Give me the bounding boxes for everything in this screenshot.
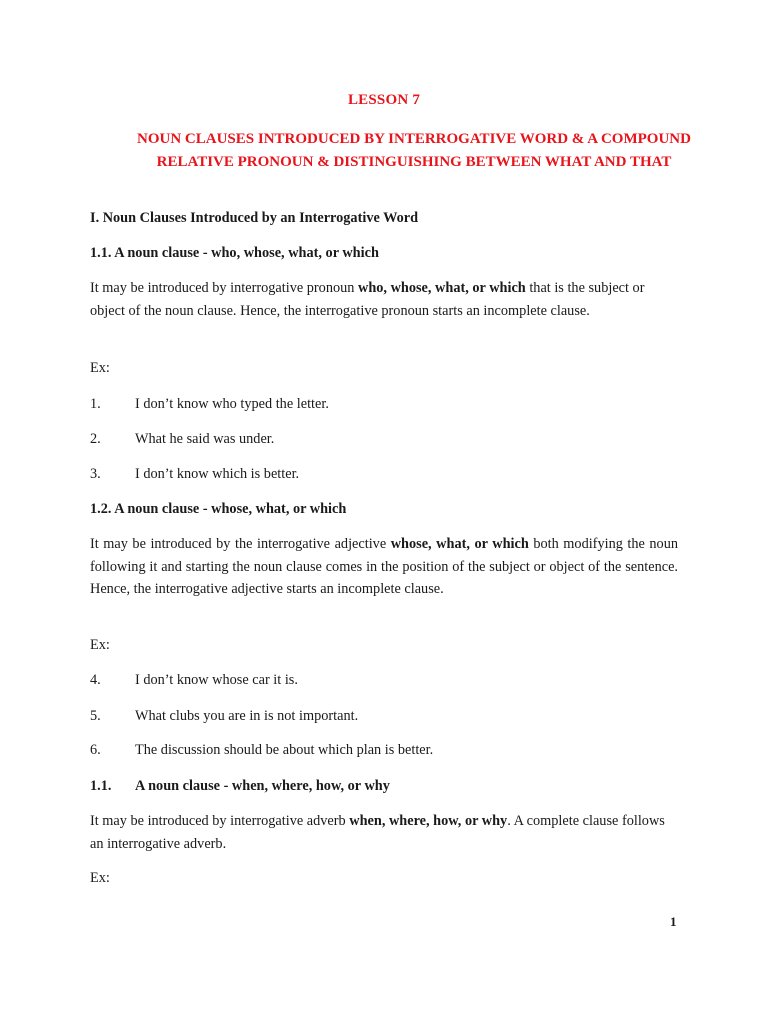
example-text: What he said was under.: [135, 431, 275, 447]
example-item: [90, 393, 690, 415]
example-item: [90, 705, 690, 727]
heading-number: 1.1.: [90, 778, 112, 794]
main-title: NOUN CLAUSES INTRODUCED BY INTERROGATIVE WORD & A COMPOUND RELATIVE PRONOUN & DISTINGUISHING BETWEEN WHAT AND THAT: [137, 131, 691, 170]
subsection-heading-1-3: [90, 775, 678, 798]
paragraph-text: It may be introduced by the interrogative adjective: [90, 536, 391, 552]
paragraph-text: It may be introduced by interrogative pronoun: [90, 280, 358, 296]
example-number: 2.: [90, 431, 101, 447]
paragraph-bold: whose, what, or which: [390, 536, 529, 552]
example-number: 6.: [90, 742, 101, 758]
ex-label: Ex:: [90, 360, 110, 376]
paragraph-1-1: [90, 277, 678, 322]
example-number: 3.: [90, 466, 101, 482]
paragraph-1-3: [90, 810, 678, 855]
example-number: 4.: [90, 672, 101, 688]
subsection-heading-1-1: 1.1. A noun clause - who, whose, what, or which: [90, 245, 379, 261]
example-item: [90, 463, 690, 485]
ex-label: Ex:: [90, 637, 110, 653]
heading-text: A noun clause - when, where, how, or why: [135, 778, 390, 794]
example-item: [90, 739, 690, 761]
example-text: I don’t know who typed the letter.: [135, 396, 329, 412]
paragraph-bold: who, whose, what, or which: [358, 280, 526, 296]
subsection-heading-1-2: 1.2. A noun clause - whose, what, or which: [90, 501, 347, 517]
example-item: [90, 428, 690, 450]
ex-label: Ex:: [90, 870, 110, 886]
example-text: The discussion should be about which plan is better.: [135, 742, 434, 758]
example-item: [90, 669, 690, 691]
paragraph-text: both modifying the noun following it and starting the noun clause comes in the position of the subject or object of the sentence. Hence, the interrogative adjective starts an incomplete clause.: [90, 536, 679, 597]
paragraph-bold: when, where, how, or why: [349, 813, 508, 829]
example-text: What clubs you are in is not important.: [135, 708, 359, 724]
example-number: 5.: [90, 708, 101, 724]
page-number: 1: [670, 914, 677, 929]
paragraph-text: . A complete clause follows an interrogative adverb.: [90, 813, 665, 852]
paragraph-text: It may be introduced by interrogative adverb: [90, 813, 350, 829]
lesson-title: LESSON 7: [347, 92, 421, 108]
example-number: 1.: [90, 396, 101, 412]
example-text: I don’t know which is better.: [135, 466, 300, 482]
section-heading: I. Noun Clauses Introduced by an Interrogative Word: [90, 210, 419, 226]
paragraph-1-2: [90, 533, 678, 601]
example-text: I don’t know whose car it is.: [135, 672, 298, 688]
paragraph-text: that is the subject or object of the noun clause. Hence, the interrogative pronoun starts an incomplete clause.: [90, 280, 645, 319]
